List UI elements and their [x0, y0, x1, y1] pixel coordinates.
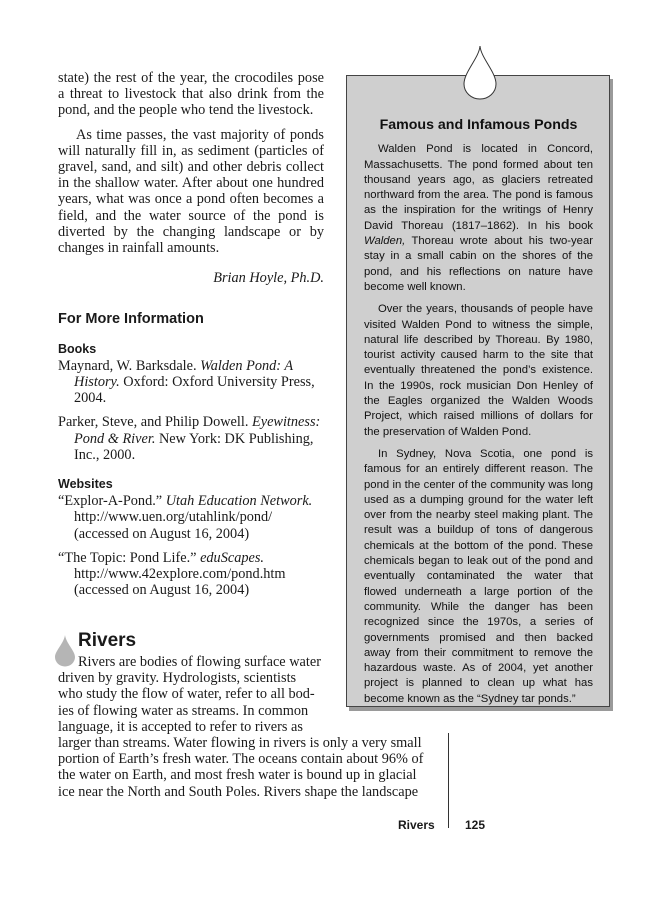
- sidebar-paragraph-visitors: Over the years, thousands of people have visited Walden Pond to witness the simple, natural life described by Thoreau. By 1980, tourist activity caused harm to the site that eventually threatened the pond’s existence. In the 1990s, rock musician Don Henley of the Eagles organized the Walden Woods Project, which raised millions of dollars for the preservation of Walden Pond.: [364, 303, 593, 438]
- pond-fill-paragraph: As time passes, the vast majority of ponds will naturally fill in, as sediment (particles of gravel, sand, and silt) and other debris collect in the shallow water. After about one hundred years, what was once a pond often becomes a field, and the water source of the pond is diverted by the changing landscape or by changes in rainfall amounts.: [58, 126, 324, 257]
- books-heading: Books: [58, 341, 97, 356]
- web-url-uen: http://www.uen.org/utahlink/pond/: [74, 509, 273, 526]
- rivers-intro-paragraph: Rivers are bodies of flowing surface water driven by gravity. Hydrologists, scientists who study the flow of water, refer to all bod- ies of flowing water as streams. In common language, it is accepted to refer to rivers as: [58, 654, 321, 735]
- web-reference-explor-a-pond: “Explor-A-Pond.” Utah Education Network. http://www.uen.org/utahlink/pond/ (accessed on August 16, 2004): [58, 493, 313, 542]
- sidebar-box: [346, 75, 610, 707]
- water-drop-icon: [462, 44, 498, 100]
- left-column: [58, 70, 324, 606]
- book-reference-eyewitness: Parker, Steve, and Philip Dowell. Eyewitness: Pond & River. New York: DK Publishing, Inc., 2000.: [58, 414, 321, 463]
- book-reference-walden: Maynard, W. Barksdale. Walden Pond: A History. Oxford: Oxford University Press, 2004.: [58, 357, 315, 407]
- footer-section-title: Rivers: [398, 818, 435, 832]
- column-divider: [448, 733, 449, 828]
- web-reference-pond-life: “The Topic: Pond Life.” eduScapes. http://www.42explore.com/pond.htm (accessed on August 16, 2004): [58, 549, 286, 599]
- pond-text-continued: state) the rest of the year, the crocodiles pose a threat to livestock that also drink from the pond, and the people who tend the livestock.: [58, 70, 324, 119]
- rivers-heading: Rivers: [78, 630, 137, 651]
- sidebar-title: Famous and Infamous Ponds: [379, 117, 578, 133]
- websites-heading: Websites: [58, 477, 113, 492]
- web-url-42explore: http://www.42explore.com/pond.htm: [74, 566, 286, 583]
- page-number: 125: [465, 818, 486, 832]
- more-info-heading: For More Information: [58, 311, 204, 328]
- author-signature: Brian Hoyle, Ph.D.: [213, 270, 324, 287]
- sidebar-paragraph-walden: Walden Pond is located in Concord, Massachusetts. The pond formed about ten thousand years ago, as glaciers retreated northward from the area. The pond is famous as the inspiration for the writings of Henry David Thoreau (1817–1862). In his book Walden, Thoreau wrote about his two-year stay in a small cabin on the shores of the pond, and his reflections on nature have become well known.: [364, 143, 593, 293]
- sidebar-paragraph-sydney: In Sydney, Nova Scotia, one pond is famous for an entirely different reason. The pond in the center of the community was long used as a dumping ground for the water left over from the nearby steel making plant. The result was a buildup of tons of dangerous chemicals at the bottom of the pond. These chemicals began to leak out of the pond and eventually contaminated the water that flowed underneath a large portion of the community. While the danger has been recognized since the 1970s, a series of governments promised and then backed away from their commitment to remove the hazardous waste. As of 2004, yet another project is planned to clean up what has become known as the “Sydney tar ponds.”: [364, 447, 593, 705]
- rivers-continued-paragraph: larger than streams. Water flowing in rivers is only a very small portion of Earth’s fresh water. The oceans contain about 96% of the water on Earth, and most fresh water is bound up in glacial ice near the North and South Poles. Rivers shape the landscape: [58, 735, 424, 800]
